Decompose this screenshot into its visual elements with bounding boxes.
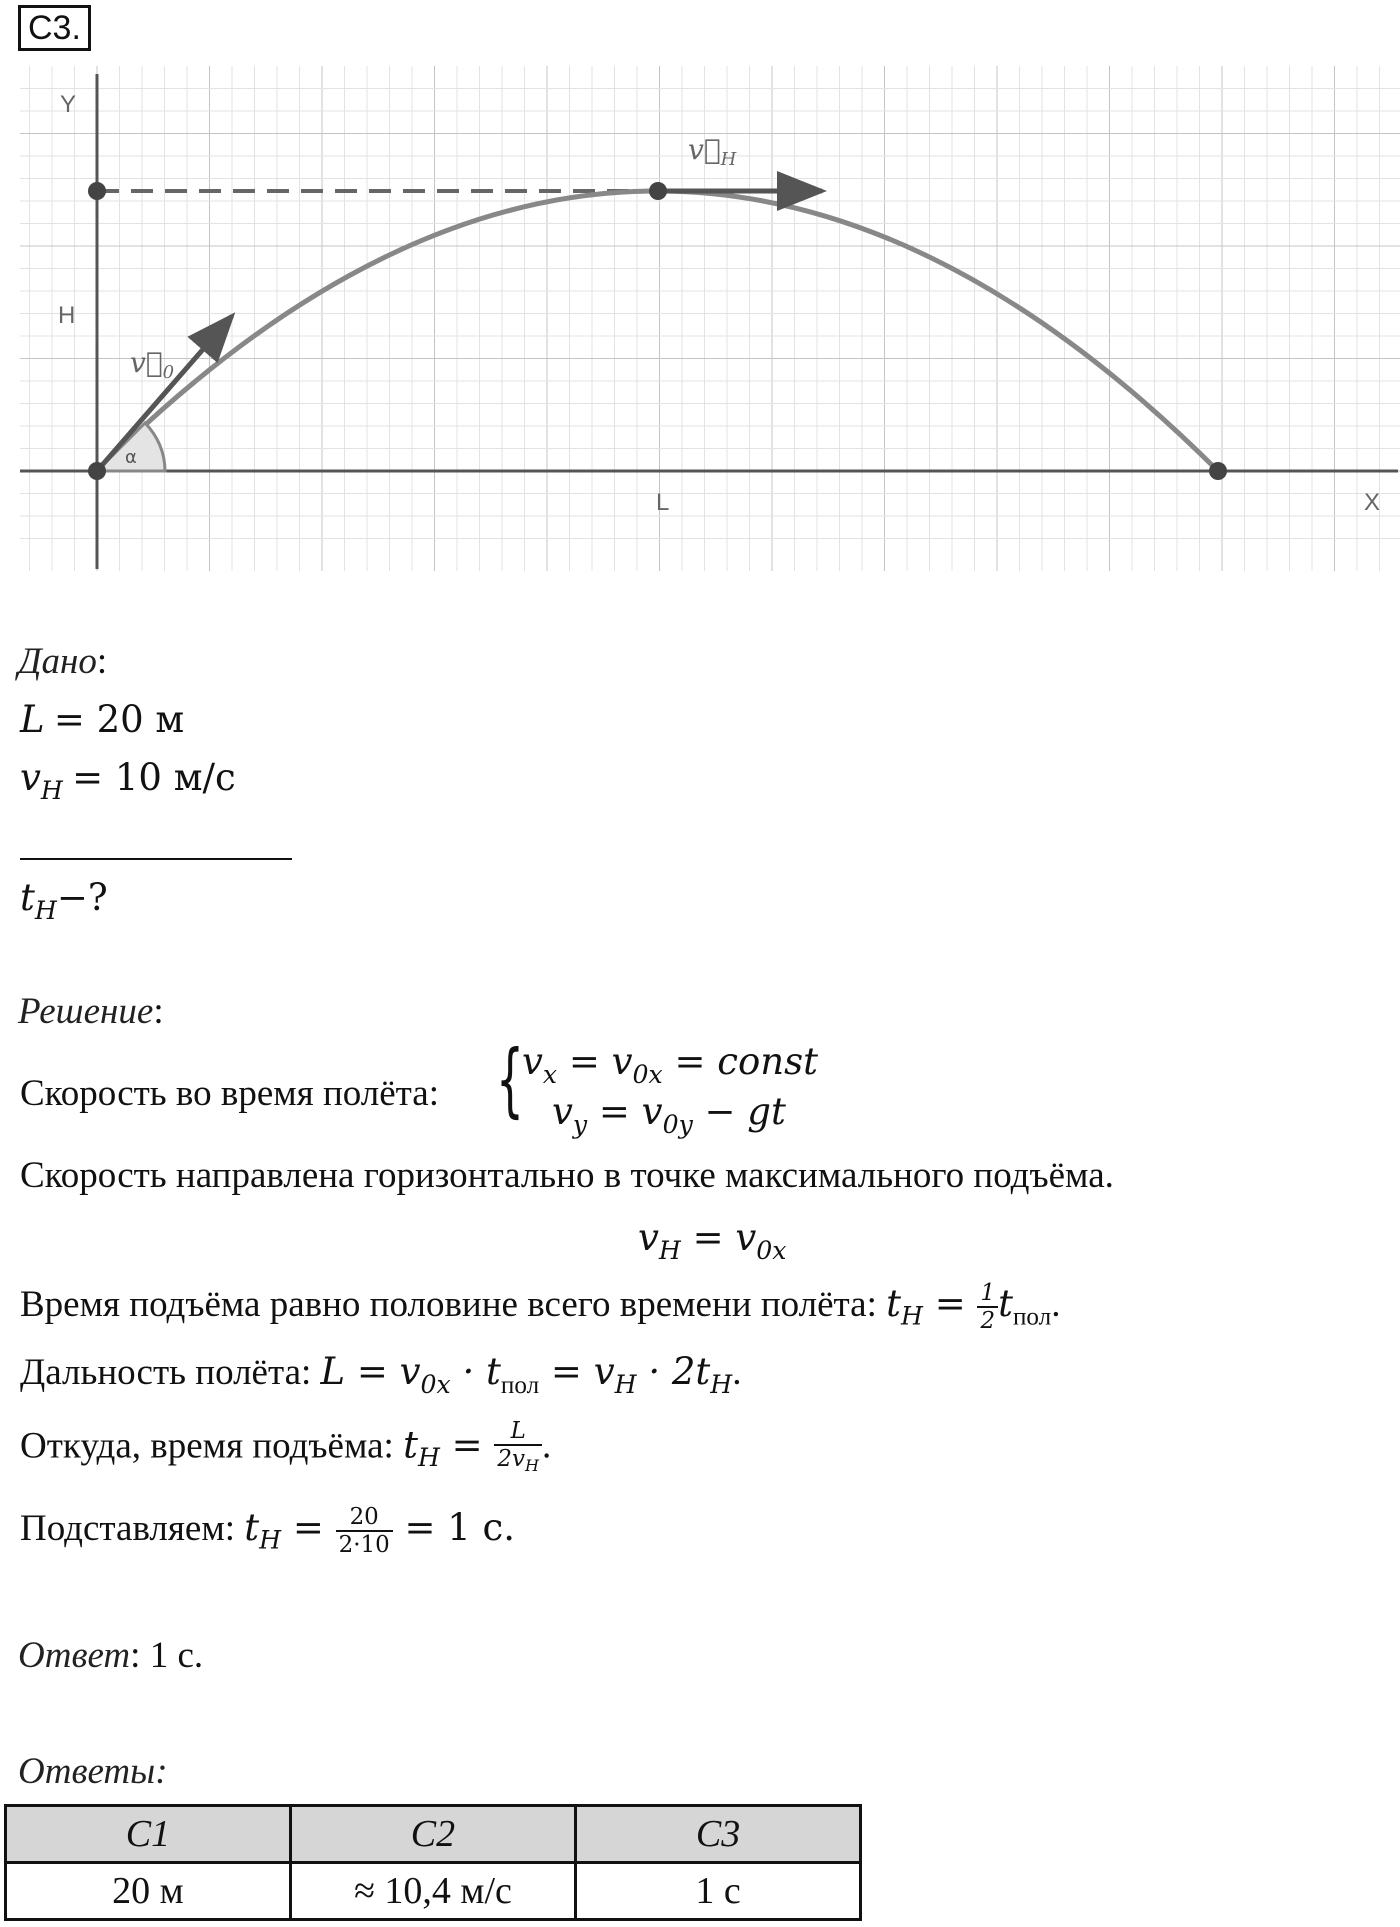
find-line: $t_H-$? <box>20 876 108 925</box>
substitution-line: Подставляем: $t_H$ = $\frac{20}{2\cdot 10}$ = 1 с. <box>20 1504 516 1559</box>
horizontal-speed-line: Скорость направлена горизонтально в точке максимального подъёма. <box>20 1155 1114 1196</box>
l-label: L <box>656 489 670 516</box>
system-brace: { <box>496 1033 524 1126</box>
eq-vh: $v_H = v_{0x}$ <box>638 1216 787 1265</box>
answers-table-cell: ≈ 10,4 м/с <box>290 1863 575 1920</box>
speed-label: Скорость во время полёта: <box>20 1073 439 1114</box>
answers-table-cell: 20 м <box>6 1863 291 1920</box>
system-eq-2: $v_y = v_{0y}$ − gt <box>552 1090 786 1139</box>
origin-point <box>88 462 106 480</box>
vh-label: $v⃗_H$ <box>688 133 737 170</box>
answers-table-cell: 1 с <box>576 1863 861 1920</box>
answer-line: Ответ: 1 с. <box>18 1635 204 1676</box>
half-time-line: Время подъёма равно половине всего времени полёта: $t_H$ = $\frac{1}{2}$ $t_{пол}$. <box>20 1280 1061 1335</box>
top-point <box>649 182 667 200</box>
projectile-diagram <box>0 66 1400 571</box>
given-line-vh: $v_H = 10$ м/с <box>20 756 236 805</box>
from-line: Откуда, время подъёма: $t_H$ = $\frac{L}{2v_H}$ . <box>20 1418 552 1476</box>
range-line: Дальность полёта: $L = v_{0x} \cdot t_{пол} = v_H \cdot 2t_H$. <box>20 1350 742 1399</box>
trajectory-curve <box>97 191 1218 471</box>
landing-point <box>1209 462 1227 480</box>
answers-table-header: C1 <box>6 1806 291 1863</box>
alpha-label: α <box>125 447 137 468</box>
solution-heading: Решение: <box>18 991 164 1032</box>
given-line-l: L = 20 м <box>20 698 185 741</box>
y-axis-label: Y <box>60 91 77 118</box>
v0-label: $v⃗_0$ <box>130 346 175 383</box>
given-divider <box>20 858 292 860</box>
answers-heading: Ответы: <box>18 1751 168 1792</box>
x-axis-label: X <box>1364 489 1381 516</box>
system-eq-1: $v_x = v_{0x}$ = const <box>522 1040 818 1089</box>
given-heading: Дано: <box>18 641 108 682</box>
answers-table <box>4 1804 862 1921</box>
answers-table-row <box>6 1863 861 1920</box>
answers-table-header: C2 <box>290 1806 575 1863</box>
answers-table-header-row <box>6 1806 861 1863</box>
answers-table-header: C3 <box>576 1806 861 1863</box>
h-label: H <box>58 302 76 329</box>
problem-label: C3. <box>18 5 91 51</box>
height-point <box>88 182 106 200</box>
